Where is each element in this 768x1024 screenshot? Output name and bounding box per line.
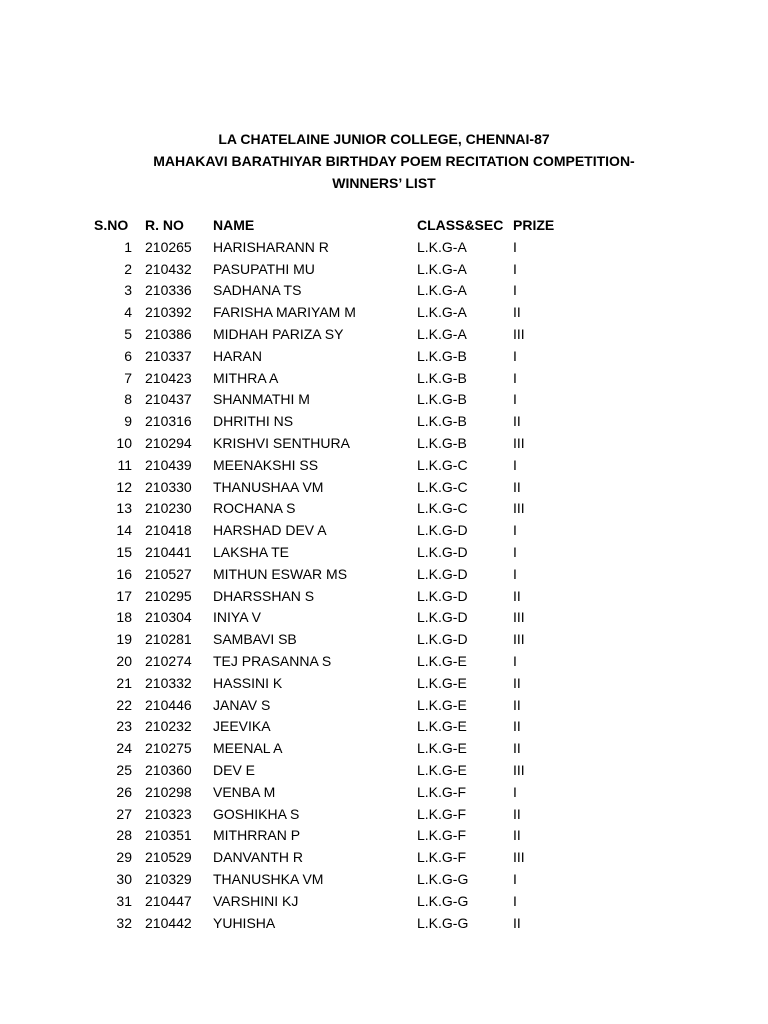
cell-class: L.K.G-A: [417, 304, 467, 321]
cell-class: L.K.G-D: [417, 609, 468, 626]
cell-class: L.K.G-C: [417, 500, 468, 517]
table-row: [0, 389, 768, 411]
cell-rno: 210432: [145, 260, 192, 277]
table-row: [0, 542, 768, 564]
header-sno: S.NO: [94, 217, 129, 233]
cell-sno: 1: [124, 238, 132, 255]
cell-sno: 12: [116, 478, 132, 495]
cell-rno: 210304: [145, 609, 192, 626]
cell-name: PASUPATHI MU: [213, 260, 315, 277]
cell-prize: II: [513, 696, 521, 713]
cell-name: HARSHAD DEV A: [213, 522, 327, 539]
cell-name: GOSHIKHA S: [213, 805, 300, 822]
table-row: [0, 280, 768, 302]
cell-class: L.K.G-D: [417, 543, 468, 560]
cell-name: JEEVIKA: [213, 718, 271, 735]
cell-prize: I: [513, 282, 517, 299]
table-row: [0, 629, 768, 651]
cell-name: SHANMATHI M: [213, 391, 310, 408]
cell-rno: 210529: [145, 849, 192, 866]
cell-class: L.K.G-A: [417, 282, 467, 299]
header-name: NAME: [213, 217, 255, 233]
cell-rno: 210351: [145, 827, 192, 844]
cell-rno: 210230: [145, 500, 192, 517]
header-rno: R. NO: [145, 217, 184, 233]
cell-prize: I: [513, 565, 517, 582]
cell-name: THANUSHAA VM: [213, 478, 324, 495]
cell-class: L.K.G-G: [417, 892, 469, 909]
table-row: [0, 738, 768, 760]
cell-prize: II: [513, 740, 521, 757]
cell-class: L.K.G-B: [417, 369, 467, 386]
cell-class: L.K.G-E: [417, 652, 467, 669]
cell-prize: II: [513, 827, 521, 844]
cell-name: DHARSSHAN S: [213, 587, 315, 604]
cell-class: L.K.G-D: [417, 631, 468, 648]
cell-class: L.K.G-A: [417, 325, 467, 342]
cell-prize: I: [513, 260, 517, 277]
cell-rno: 210441: [145, 543, 192, 560]
table-row: [0, 324, 768, 346]
cell-rno: 210274: [145, 652, 192, 669]
cell-name: INIYA V: [213, 609, 261, 626]
cell-class: L.K.G-F: [417, 805, 467, 822]
table-row: [0, 455, 768, 477]
cell-rno: 210439: [145, 456, 192, 473]
cell-class: L.K.G-G: [417, 914, 469, 931]
cell-sno: 25: [116, 761, 132, 778]
cell-prize: II: [513, 304, 521, 321]
cell-sno: 2: [124, 260, 132, 277]
cell-name: ROCHANA S: [213, 500, 296, 517]
cell-prize: III: [513, 761, 525, 778]
cell-prize: II: [513, 587, 521, 604]
cell-prize: I: [513, 892, 517, 909]
cell-sno: 8: [124, 391, 132, 408]
cell-rno: 210447: [145, 892, 192, 909]
cell-prize: II: [513, 718, 521, 735]
header-prize: PRIZE: [513, 217, 555, 233]
cell-name: MEENAKSHI SS: [213, 456, 319, 473]
table-row: [0, 760, 768, 782]
cell-name: DEV E: [213, 761, 256, 778]
cell-sno: 28: [116, 827, 132, 844]
cell-prize: II: [513, 478, 521, 495]
table-row: [0, 498, 768, 520]
cell-name: SAMBAVI SB: [213, 631, 297, 648]
cell-class: L.K.G-F: [417, 827, 467, 844]
cell-name: MITHUN ESWAR MS: [213, 565, 348, 582]
cell-name: SADHANA TS: [213, 282, 302, 299]
cell-prize: III: [513, 325, 525, 342]
cell-sno: 23: [116, 718, 132, 735]
table-row: [0, 869, 768, 891]
cell-sno: 27: [116, 805, 132, 822]
cell-name: VARSHINI KJ: [213, 892, 299, 909]
cell-prize: I: [513, 238, 517, 255]
table-row: [0, 651, 768, 673]
cell-class: L.K.G-F: [417, 849, 467, 866]
cell-name: MIDHAH PARIZA SY: [213, 325, 344, 342]
cell-rno: 210275: [145, 740, 192, 757]
cell-sno: 10: [116, 434, 132, 451]
cell-sno: 7: [124, 369, 132, 386]
cell-rno: 210442: [145, 914, 192, 931]
table-row: [0, 891, 768, 913]
cell-class: L.K.G-B: [417, 434, 467, 451]
cell-rno: 210232: [145, 718, 192, 735]
table-row: [0, 302, 768, 324]
cell-rno: 210329: [145, 870, 192, 887]
cell-sno: 4: [124, 304, 132, 321]
cell-name: DANVANTH R: [213, 849, 303, 866]
cell-class: L.K.G-D: [417, 587, 468, 604]
table-row: [0, 564, 768, 586]
cell-rno: 210336: [145, 282, 192, 299]
cell-name: JANAV S: [213, 696, 271, 713]
cell-rno: 210298: [145, 783, 192, 800]
cell-name: YUHISHA: [213, 914, 276, 931]
cell-class: L.K.G-E: [417, 696, 467, 713]
cell-sno: 32: [116, 914, 132, 931]
cell-class: L.K.G-B: [417, 413, 467, 430]
cell-name: KRISHVI SENTHURA: [213, 434, 350, 451]
table-row: [0, 673, 768, 695]
table-row: [0, 368, 768, 390]
table-row: [0, 586, 768, 608]
table-row: [0, 237, 768, 259]
cell-prize: III: [513, 631, 525, 648]
table-row: [0, 825, 768, 847]
cell-class: L.K.G-A: [417, 260, 467, 277]
cell-prize: II: [513, 674, 521, 691]
cell-name: MEENAL A: [213, 740, 283, 757]
cell-name: DHRITHI NS: [213, 413, 294, 430]
cell-prize: II: [513, 413, 521, 430]
cell-name: HASSINI K: [213, 674, 283, 691]
cell-class: L.K.G-G: [417, 870, 469, 887]
cell-sno: 29: [116, 849, 132, 866]
table-header-row: [0, 215, 768, 237]
cell-prize: III: [513, 500, 525, 517]
cell-prize: I: [513, 391, 517, 408]
cell-rno: 210437: [145, 391, 192, 408]
cell-rno: 210332: [145, 674, 192, 691]
table-row: [0, 477, 768, 499]
cell-class: L.K.G-C: [417, 456, 468, 473]
cell-class: L.K.G-E: [417, 674, 467, 691]
cell-prize: II: [513, 805, 521, 822]
cell-prize: I: [513, 347, 517, 364]
cell-rno: 210392: [145, 304, 192, 321]
cell-sno: 5: [124, 325, 132, 342]
cell-sno: 13: [116, 500, 132, 517]
cell-rno: 210386: [145, 325, 192, 342]
cell-sno: 21: [116, 674, 132, 691]
table-row: [0, 259, 768, 281]
cell-name: LAKSHA TE: [213, 543, 290, 560]
table-row: [0, 346, 768, 368]
winners-table: [0, 215, 768, 934]
cell-sno: 14: [116, 522, 132, 539]
cell-sno: 9: [124, 413, 132, 430]
table-row: [0, 411, 768, 433]
cell-prize: I: [513, 369, 517, 386]
cell-class: L.K.G-A: [417, 238, 467, 255]
table-row: [0, 913, 768, 935]
cell-prize: I: [513, 456, 517, 473]
list-title: WINNERS’ LIST: [332, 175, 436, 191]
table-row: [0, 804, 768, 826]
cell-prize: I: [513, 783, 517, 800]
cell-rno: 210330: [145, 478, 192, 495]
cell-rno: 210337: [145, 347, 192, 364]
cell-sno: 6: [124, 347, 132, 364]
cell-class: L.K.G-E: [417, 740, 467, 757]
cell-sno: 22: [116, 696, 132, 713]
table-row: [0, 716, 768, 738]
cell-sno: 18: [116, 609, 132, 626]
cell-class: L.K.G-C: [417, 478, 468, 495]
cell-name: HARISHARANN R: [213, 238, 329, 255]
cell-name: VENBA M: [213, 783, 276, 800]
cell-prize: III: [513, 434, 525, 451]
cell-prize: I: [513, 652, 517, 669]
cell-class: L.K.G-B: [417, 347, 467, 364]
cell-name: TEJ PRASANNA S: [213, 652, 332, 669]
cell-sno: 11: [117, 456, 132, 473]
cell-sno: 17: [116, 587, 132, 604]
cell-class: L.K.G-E: [417, 718, 467, 735]
cell-prize: I: [513, 543, 517, 560]
cell-prize: I: [513, 522, 517, 539]
competition-title: MAHAKAVI BARATHIYAR BIRTHDAY POEM RECITATION COMPETITION-: [153, 153, 635, 169]
cell-name: FARISHA MARIYAM M: [213, 304, 356, 321]
cell-prize: I: [513, 870, 517, 887]
cell-class: L.K.G-B: [417, 391, 467, 408]
cell-rno: 210295: [145, 587, 192, 604]
cell-class: L.K.G-D: [417, 522, 468, 539]
cell-name: MITHRRAN P: [213, 827, 301, 844]
cell-rno: 210360: [145, 761, 192, 778]
cell-prize: III: [513, 849, 525, 866]
table-row: [0, 607, 768, 629]
header-class: CLASS&SEC: [417, 217, 504, 233]
cell-rno: 210316: [145, 413, 192, 430]
document-title: LA CHATELAINE JUNIOR COLLEGE, CHENNAI-87: [218, 131, 550, 147]
cell-class: L.K.G-D: [417, 565, 468, 582]
table-row: [0, 695, 768, 717]
cell-sno: 15: [116, 543, 132, 560]
cell-sno: 20: [116, 652, 132, 669]
cell-class: L.K.G-E: [417, 761, 467, 778]
cell-sno: 24: [116, 740, 132, 757]
cell-sno: 26: [116, 783, 132, 800]
cell-sno: 19: [116, 631, 132, 648]
cell-prize: III: [513, 609, 525, 626]
cell-name: MITHRA A: [213, 369, 279, 386]
cell-rno: 210527: [145, 565, 192, 582]
cell-name: THANUSHKA VM: [213, 870, 324, 887]
table-row: [0, 433, 768, 455]
cell-sno: 31: [116, 892, 132, 909]
cell-prize: II: [513, 914, 521, 931]
table-row: [0, 782, 768, 804]
table-row: [0, 847, 768, 869]
cell-sno: 3: [124, 282, 132, 299]
cell-sno: 16: [116, 565, 132, 582]
cell-rno: 210323: [145, 805, 192, 822]
cell-rno: 210281: [145, 631, 192, 648]
cell-rno: 210446: [145, 696, 192, 713]
cell-rno: 210294: [145, 434, 192, 451]
cell-class: L.K.G-F: [417, 783, 467, 800]
cell-rno: 210265: [145, 238, 192, 255]
cell-rno: 210423: [145, 369, 192, 386]
cell-sno: 30: [116, 870, 132, 887]
table-row: [0, 520, 768, 542]
cell-rno: 210418: [145, 522, 192, 539]
cell-name: HARAN: [213, 347, 263, 364]
